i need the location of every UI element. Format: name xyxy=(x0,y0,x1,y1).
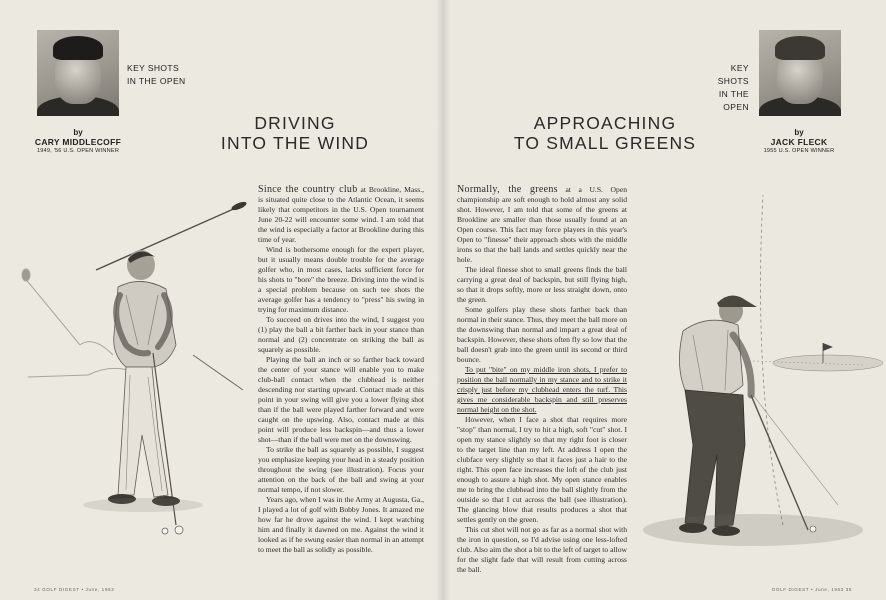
club-ghost-shaft xyxy=(24,277,80,345)
club-shaft-top xyxy=(96,207,238,270)
article-headline xyxy=(505,113,705,153)
lead-in: Since the country club xyxy=(258,184,358,195)
paragraph xyxy=(258,185,424,245)
paragraph: To put "bite" on my middle iron shots, I prefer to position the ball normally in my stance and to strike it crisply just before my clubhead enters the turf. This gives me considerable backspin and still preserves normal height on the shot. xyxy=(457,365,627,414)
series-label xyxy=(127,62,186,88)
jack-fleck-portrait xyxy=(759,30,841,116)
cary-middlecoff-portrait xyxy=(37,30,119,116)
headline-line-2: INTO THE WIND xyxy=(220,133,370,153)
paragraph xyxy=(457,185,627,265)
author-honor: 1949, '56 U.S. OPEN WINNER xyxy=(36,148,120,154)
author-name: CARY MIDDLECOFF xyxy=(34,137,122,147)
author-honor: 1955 U.S. OPEN WINNER xyxy=(763,148,835,154)
series-label xyxy=(699,62,749,114)
article-headline xyxy=(200,113,390,153)
paragraph: Playing the ball an inch or so farther back toward the center of your stance will enable you to make club-ball contact when the clubhead is neither descending nor starting upward. Contact made at this point in your swing will give you a lower flying shot than if the ball were played farther forward and were caught on the upswing. Also, contact made at this point will produce less backspin—and thus a lower shot—than if the ball were met on the downswing. xyxy=(258,355,424,444)
author-name: JACK FLECK xyxy=(770,137,828,147)
series-line-1: KEY SHOTS xyxy=(717,63,749,86)
author-byline xyxy=(739,128,859,154)
lead-in: Normally, the greens xyxy=(457,184,558,195)
paragraph: However, when I face a shot that requires more "stop" than normal, I try to hit a high, soft "cut" shot. I open my stance slightly so that my right foot is closer to the target line than my left. At address I open the clubface very slightly so that it faces just a hair to the right. This open face increases the loft of the club just enough to assure a high shot. My open stance enables me to bring the clubhead into the ball slightly from the outside so that I cut across the ball (see illustration). The glancing blow that results produces a shot that settles gently on the green. xyxy=(457,415,627,524)
paragraph-text: at a U.S. Open championship are soft enough to hold almost any solid shot. However, I am told that some of the greens at Brookline are smaller than those usually found at an Open course. This fact may force players in this year's Open to "finesse" their approach shots with the middle irons so that the ball lands and settles quickly near the hole. xyxy=(457,185,627,264)
series-line-1: KEY SHOTS xyxy=(127,63,180,73)
headline-line-1: DRIVING xyxy=(254,113,336,133)
paragraph: This cut shot will not go as far as a normal shot with the iron in question, so I'd advise using one less-lofted club. Also aim the shot a bit to the left of target to allow for the slight fade that will result from cutting across the ball. xyxy=(457,525,627,574)
paragraph: To strike the ball as squarely as possible, I suggest you emphasize keeping your head in a steady position throughout the swing (see illustration). Focus your attention on the back of the ball and swing at your normal tempo, if not slower. xyxy=(258,445,424,494)
series-line-2: IN THE OPEN xyxy=(127,76,186,86)
golfer-driving-illustration xyxy=(18,195,253,540)
headline-line-2: TO SMALL GREENS xyxy=(513,133,697,153)
golfer-approach-illustration xyxy=(633,185,883,555)
paragraph: Some golfers play these shots farther back than normal in their stance. Thus, they meet the ball more on the downswing than normal and impart a great deal of backspin. However, these shots often fly so low that the ball doesn't grab into the green until its second or third bounce. xyxy=(457,305,627,364)
byline-by: by xyxy=(73,128,83,137)
right-page xyxy=(443,0,886,600)
paragraph: The ideal finesse shot to small greens finds the ball carrying a great deal of backspin, but still flying high, so that it drops softly, more or less straight down, onto the green. xyxy=(457,265,627,304)
paragraph: To succeed on drives into the wind, I suggest you (1) play the ball a bit farther back in your stance than normal and (2) concentrate on striking the ball as squarely as possible. xyxy=(258,315,424,354)
page-folio-right: GOLF DIGEST • June, 1963 35 xyxy=(771,587,852,592)
left-article-body xyxy=(258,185,424,555)
right-article-body xyxy=(457,185,627,575)
byline-by: by xyxy=(794,128,804,137)
author-byline xyxy=(18,128,138,154)
paragraph: Years ago, when I was in the Army at Augusta, Ga., I played a lot of golf with Bobby Jones. It amazed me how far he drove against the wind. I kept watching him and finally it dawned on me. Against the wind it looked as if he swung easier than normal in an attempt to meet the ball as solidly as possible. xyxy=(258,495,424,554)
page-folio-left: 34 GOLF DIGEST • June, 1963 xyxy=(34,587,115,592)
page-gutter xyxy=(436,0,450,600)
headline-line-1: APPROACHING xyxy=(533,113,677,133)
series-line-2: IN THE OPEN xyxy=(718,89,749,112)
paragraph: Wind is bothersome enough for the expert player, but it usually means double trouble for the average golfer who, in most cases, lacks sufficient force for his shots to "bore" the breeze. Driving into the wind is a special problem because on such tee shots the average golfer has a tendency to "press" his swing in trying for maximum distance. xyxy=(258,245,424,314)
paragraph-text: at Brookline, Mass., is situated quite close to the Atlantic Ocean, it seems likely that competitors in the U.S. Open tournament June 20-22 will encounter some wind. I am told that the wind is especially a factor at Brookline during this time of year. xyxy=(258,185,424,244)
